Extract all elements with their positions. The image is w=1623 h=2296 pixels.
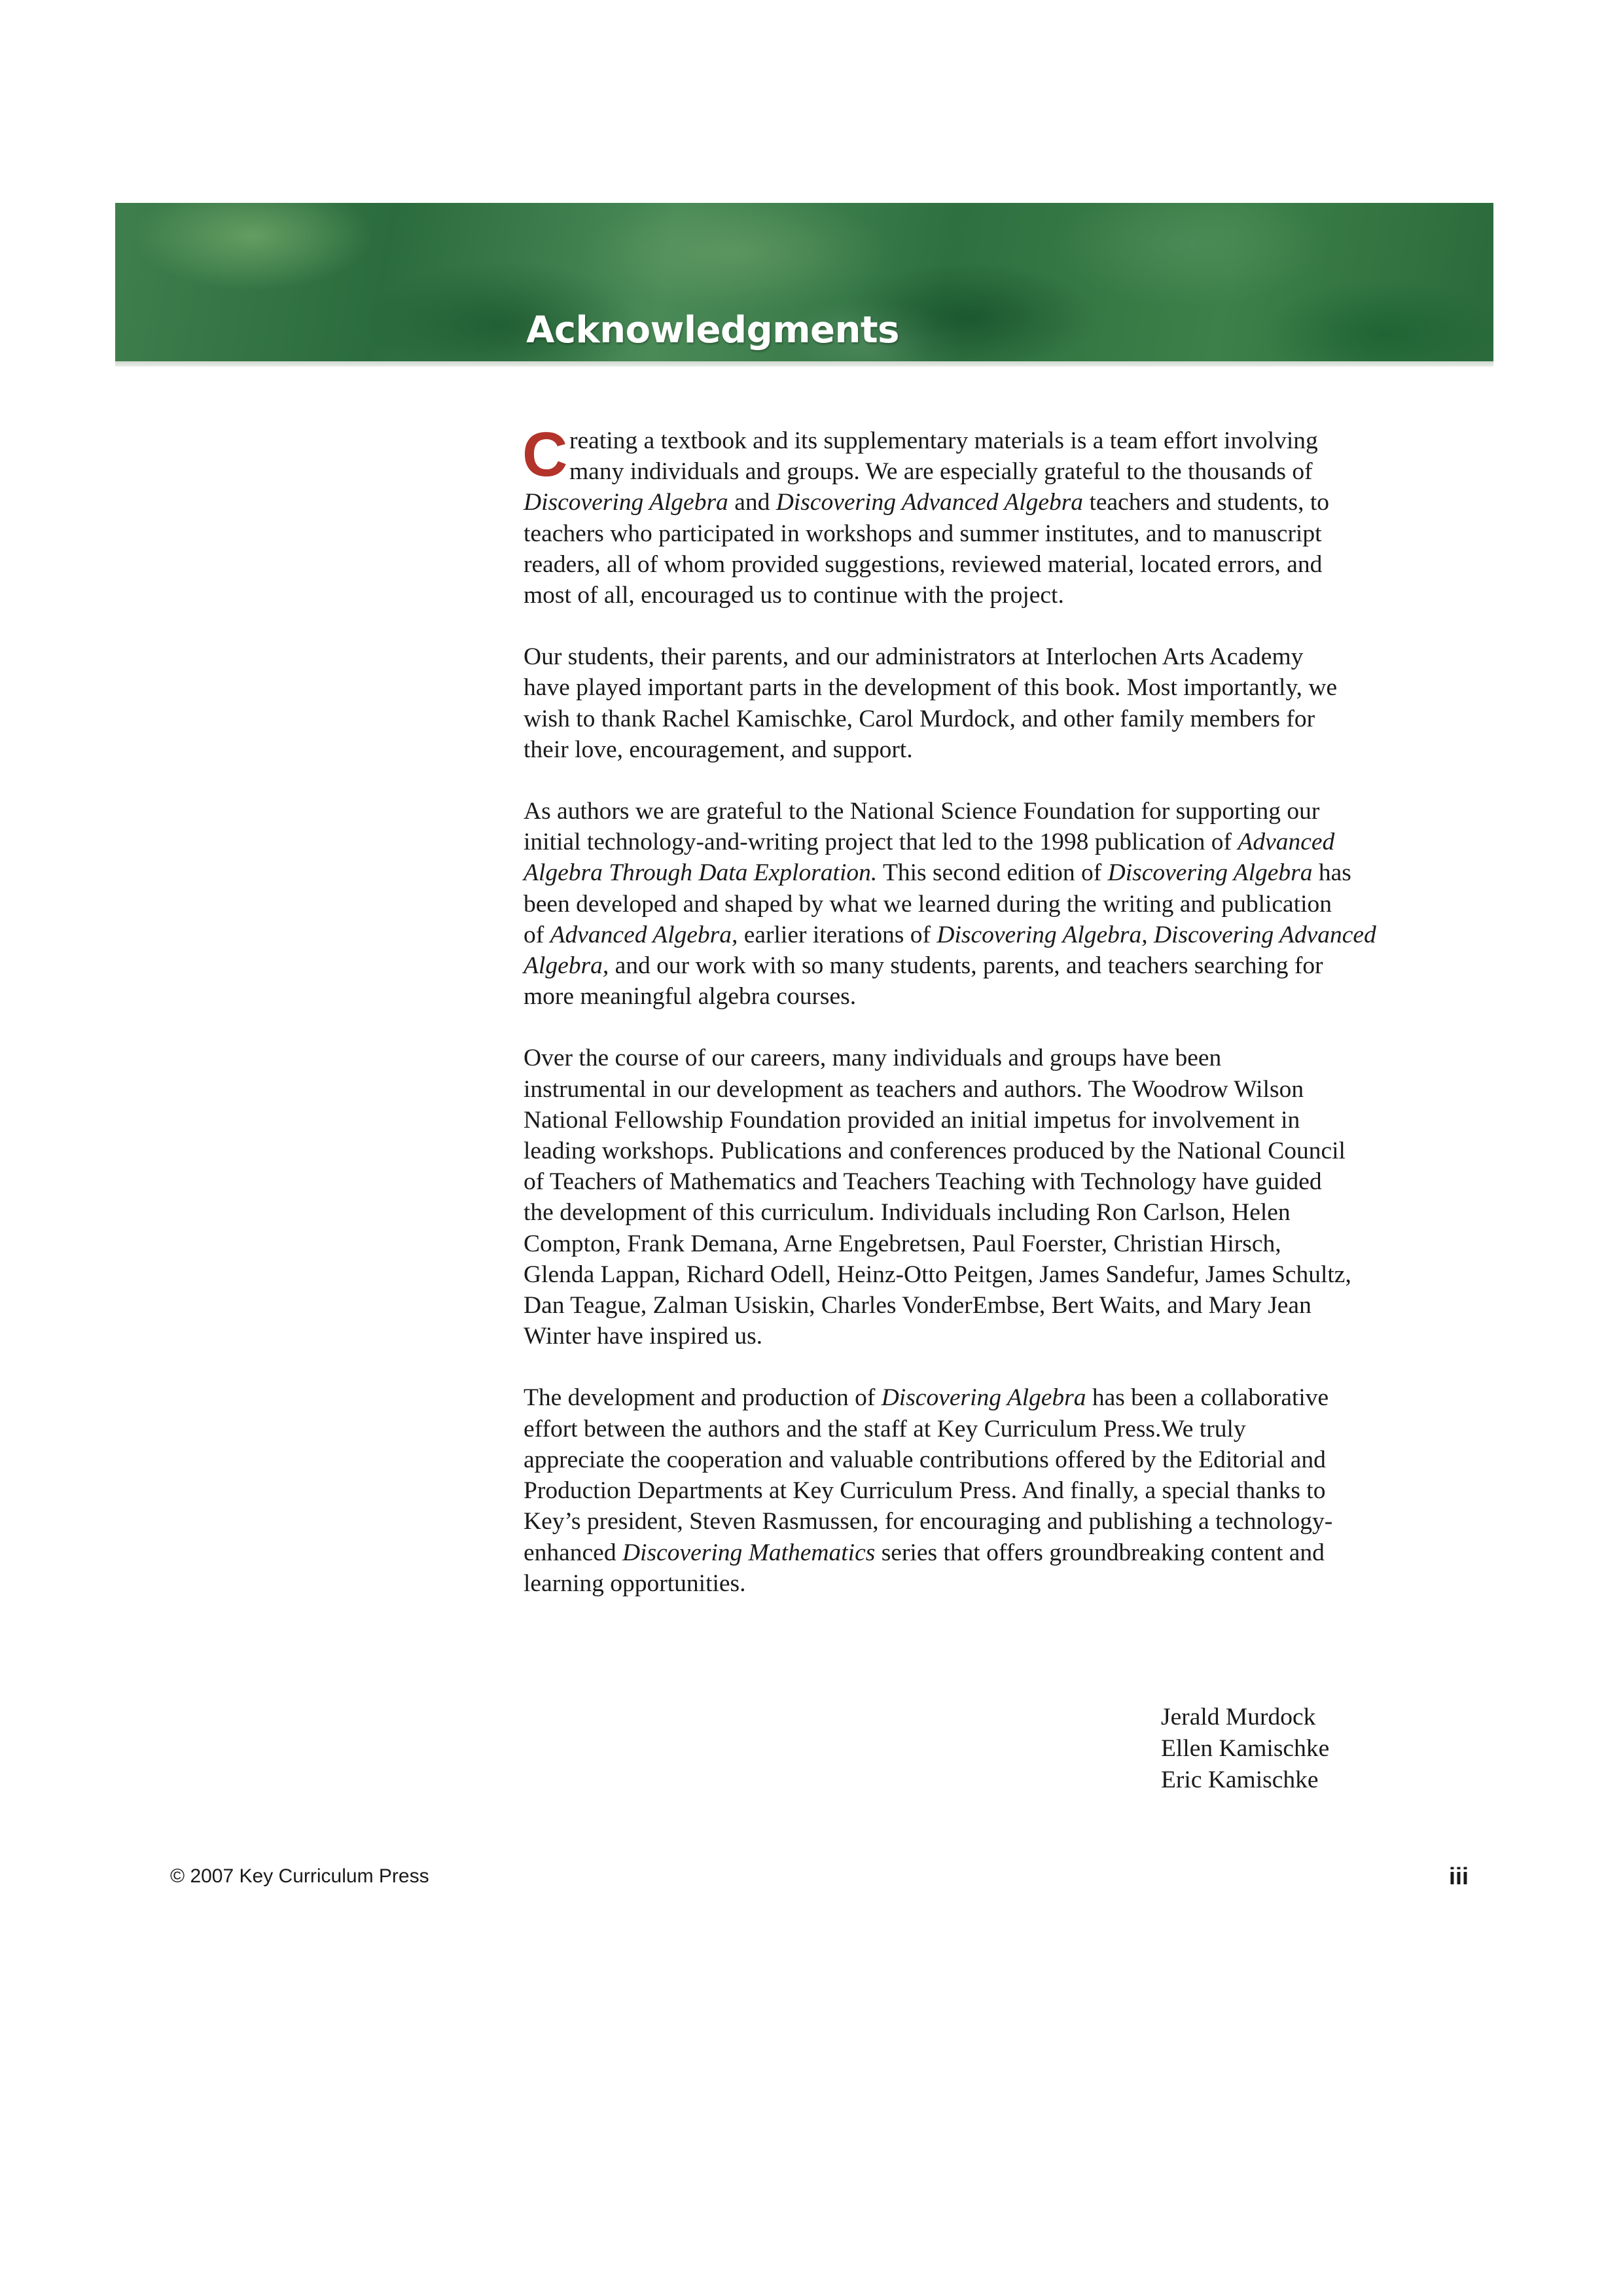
paragraph-4 [524,1043,1487,1352]
author-name: Jerald Murdock [1161,1704,1316,1731]
paragraph-line: Glenda Lappan, Richard Odell, Heinz-Otto Peitgen, James Sandefur, James Schultz, [524,1261,1351,1288]
text-run: The development and production of [524,1384,882,1412]
paragraph-line: effort between the authors and the staff at Key Curriculum Press.We truly [524,1415,1246,1443]
author-name: Eric Kamischke [1161,1767,1319,1793]
book-title: Discovering Advanced Algebra [776,489,1084,516]
paragraph-line: readers, all of whom provided suggestions, reviewed material, located errors, and [524,550,1323,578]
paragraph-line [524,857,1487,888]
paragraph-line: instrumental in our development as teachers and authors. The Woodrow Wilson [524,1075,1304,1103]
book-title: Algebra, [524,952,609,980]
book-title: Discovering Algebra [881,1384,1086,1412]
paragraph-line [524,950,1487,981]
page-number: iii [1448,1863,1469,1890]
paragraph-line: been developed and shaped by what we learned during the writing and publication [524,890,1332,918]
paragraph-line [524,1382,1487,1413]
paragraph-line: leading workshops. Publications and conferences produced by the National Council [524,1138,1346,1165]
author-name: Ellen Kamischke [1161,1735,1330,1762]
paragraph-3 [524,796,1487,1012]
paragraph-line [524,1537,1487,1568]
copyright-notice: © 2007 Key Curriculum Press [170,1865,429,1887]
book-title: Discovering Mathematics [622,1539,876,1566]
paragraph-line: the development of this curriculum. Individuals including Ron Carlson, Helen [524,1199,1291,1227]
text-run: and [728,489,776,516]
paragraph-line: appreciate the cooperation and valuable contributions offered by the Editorial and [524,1446,1326,1473]
body-text [522,420,1487,1630]
book-title: Discovering Algebra [524,489,728,516]
paragraph-line [524,920,1487,950]
paragraph-line: most of all, encouraged us to continue with the project. [524,582,1064,609]
drop-cap: C [522,420,568,490]
text-run: initial technology-and-writing project that led to the 1998 publication of [524,829,1238,856]
paragraph-2 [524,641,1487,765]
paragraph-line: Dan Teague, Zalman Usiskin, Charles VonderEmbse, Bert Waits, and Mary Jean [524,1292,1311,1319]
paragraph-line: learning opportunities. [524,1570,746,1597]
paragraph-line: have played important parts in the development of this book. Most importantly, we [524,674,1338,702]
text-run: has been a collaborative [1086,1384,1329,1412]
paragraph-line [524,827,1487,857]
text-run: and our work with so many students, parents, and teachers searching for [609,952,1323,980]
paragraph-line: teachers who participated in workshops and summer institutes, and to manuscript [524,520,1322,547]
page-title: Acknowledgments [526,309,899,351]
text-run: of [524,921,550,948]
paragraph-line: Winter have inspired us. [524,1323,763,1350]
text-run: reating a textbook and its supplementary materials is a team effort involving [569,427,1318,454]
paragraph-line: Key’s president, Steven Rasmussen, for encouraging and publishing a technology- [524,1508,1333,1535]
paragraph-line: As authors we are grateful to the National Science Foundation for supporting our [524,798,1320,825]
text-run: teachers and students, to [1083,489,1329,516]
paragraph-line: Compton, Frank Demana, Arne Engebretsen, Paul Foerster, Christian Hirsch, [524,1230,1281,1257]
text-run: series that offers groundbreaking content and [875,1539,1325,1566]
paragraph-line: National Fellowship Foundation provided an initial impetus for involvement in [524,1106,1300,1134]
paragraph-line: Over the course of our careers, many individuals and groups have been [524,1045,1222,1072]
paragraph-line: many individuals and groups. We are especially grateful to the thousands of [569,458,1313,486]
paragraph-line: Production Departments at Key Curriculum Press. And finally, a special thanks to [524,1477,1326,1505]
text-run: enhanced [524,1539,622,1566]
paragraph-line: wish to thank Rachel Kamischke, Carol Murdock, and other family members for [524,705,1315,732]
paragraph-line [524,487,1487,518]
paragraph-line: Our students, their parents, and our administrators at Interlochen Arts Academy [524,643,1304,671]
paragraph-line: more meaningful algebra courses. [524,983,857,1011]
header-banner [115,203,1493,367]
paragraph-line: of Teachers of Mathematics and Teachers Teaching with Technology have guided [524,1168,1322,1196]
book-title: Advanced Algebra, [550,921,738,948]
text-run: This second edition of [877,859,1108,887]
paragraph-5 [524,1382,1487,1598]
paragraph-line: their love, encouragement, and support. [524,736,913,763]
author-signatures [1161,1702,1329,1796]
text-run: has [1312,859,1351,887]
book-title: Discovering Algebra, Discovering Advanced [936,921,1376,948]
book-title: Advanced [1238,829,1335,856]
text-run: earlier iterations of [738,921,937,948]
book-title: Algebra Through Data Exploration. [524,859,878,887]
book-title: Discovering Algebra [1107,859,1313,887]
paragraph-1 [522,420,1487,611]
